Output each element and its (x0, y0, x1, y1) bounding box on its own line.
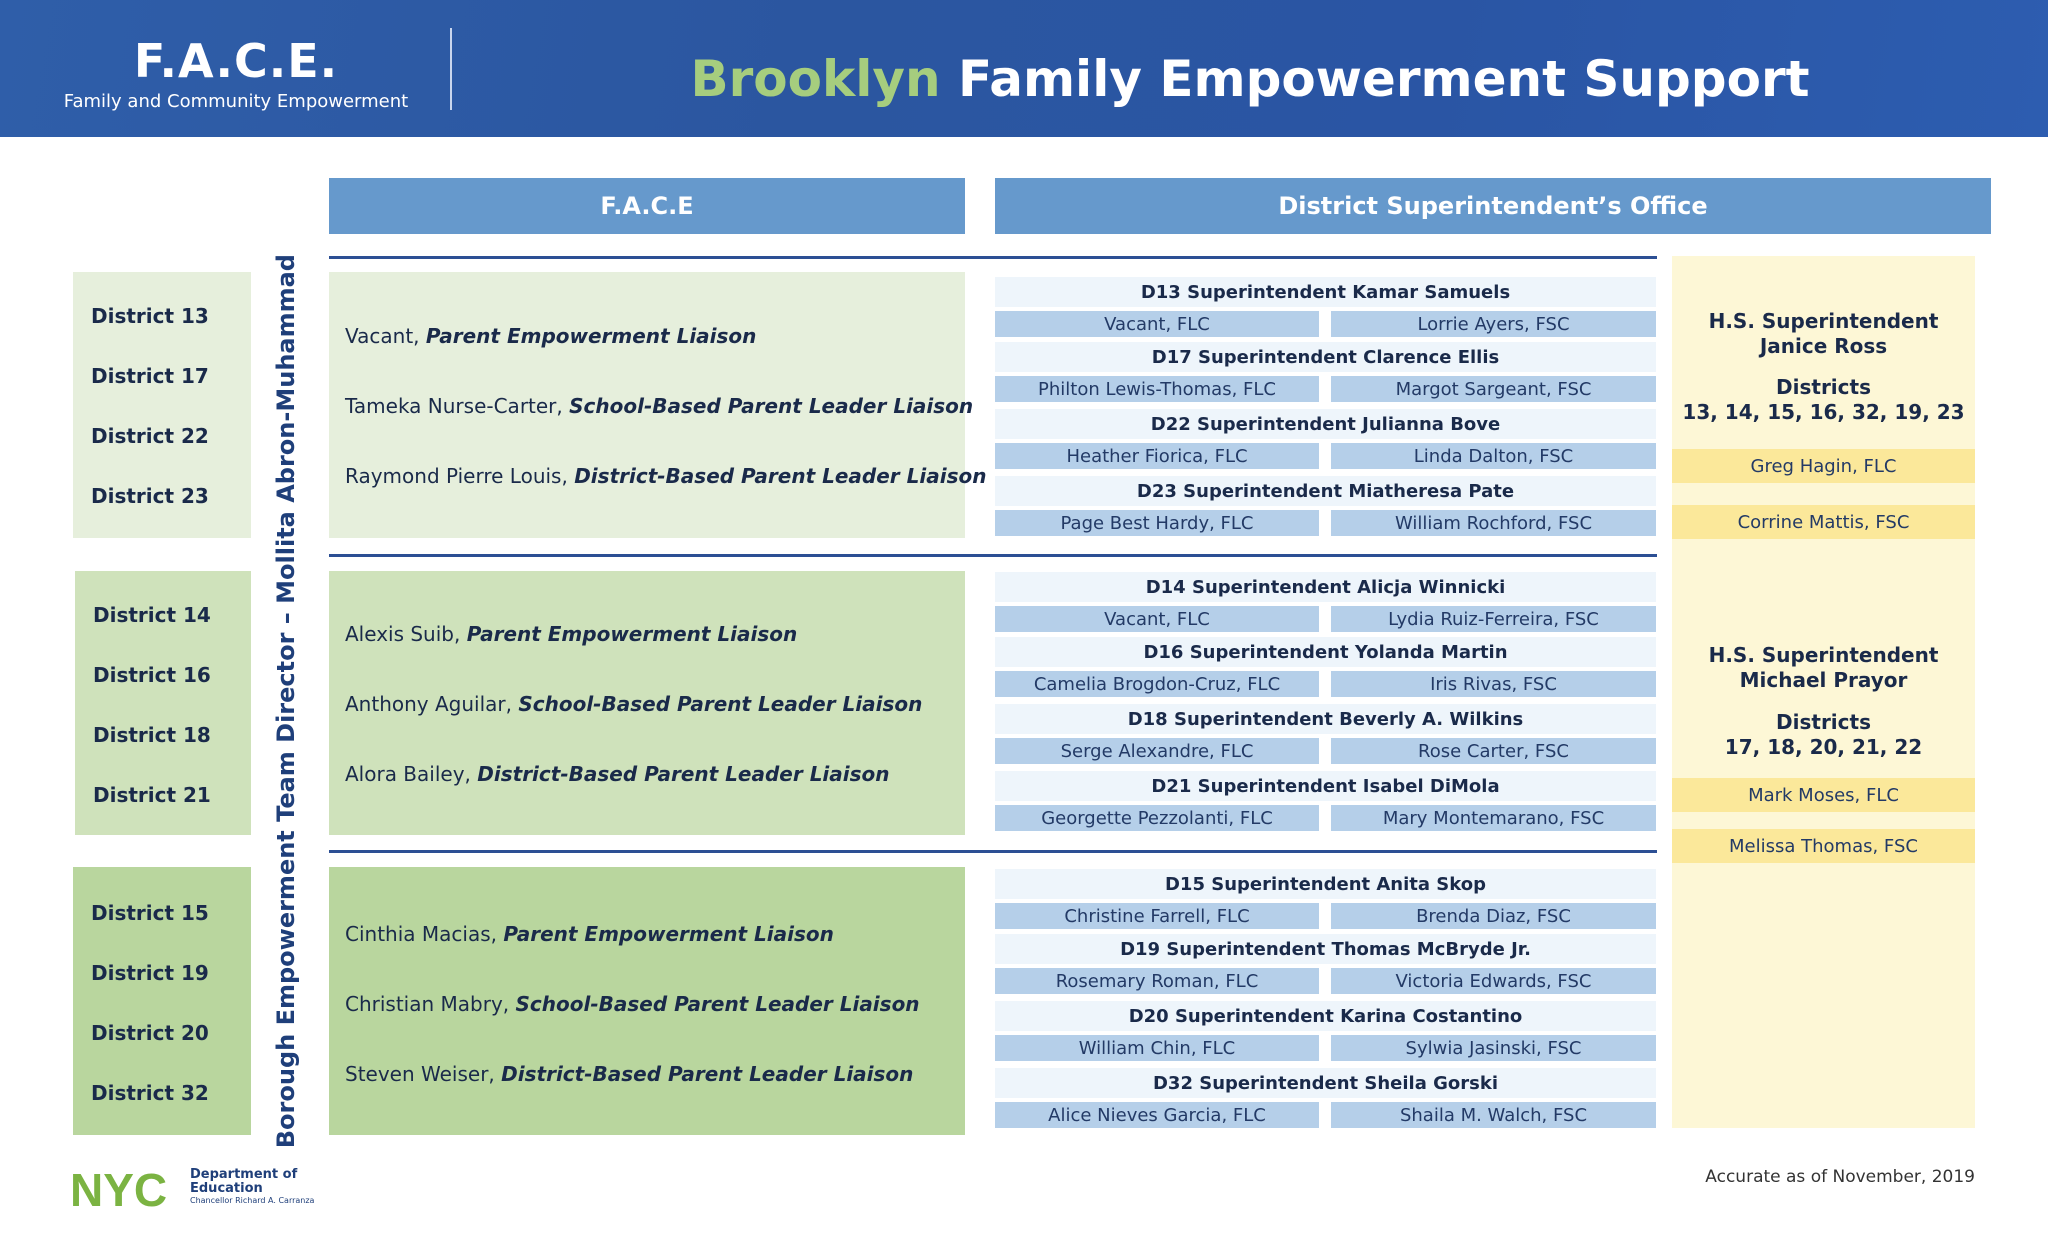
liaison-role: Parent Empowerment Liaison (503, 922, 834, 946)
fsc-cell: Brenda Diaz, FSC (1331, 903, 1656, 929)
liaison-role: District-Based Parent Leader Liaison (501, 1062, 914, 1086)
district-label: District 19 (91, 961, 209, 985)
flc-cell: Philton Lewis-Thomas, FLC (995, 376, 1319, 402)
liaison-name: Steven Weiser, (345, 1062, 502, 1086)
brand-subtitle: Family and Community Empowerment (63, 91, 409, 112)
fsc-cell: Lorrie Ayers, FSC (1331, 311, 1656, 337)
header-divider (450, 28, 452, 110)
column-header-face: F.A.C.E (329, 178, 965, 234)
director-label (268, 253, 304, 1149)
superintendent-row: D21 Superintendent Isabel DiMola (995, 771, 1656, 801)
hs-fsc-strip: Melissa Thomas, FSC (1672, 829, 1975, 863)
fsc-cell: Iris Rivas, FSC (1331, 671, 1656, 697)
flc-cell: Alice Nieves Garcia, FLC (995, 1102, 1319, 1128)
fsc-cell: Sylwia Jasinski, FSC (1331, 1035, 1656, 1061)
superintendent-row: D20 Superintendent Karina Costantino (995, 1001, 1656, 1031)
liaison-name: Alora Bailey, (345, 762, 478, 786)
hs-title: H.S. Superintendent (1708, 309, 1939, 333)
liaison-entry (345, 464, 986, 488)
fsc-cell: Lydia Ruiz-Ferreira, FSC (1331, 606, 1656, 632)
flc-cell: Vacant, FLC (995, 606, 1319, 632)
brand-title: F.A.C.E. (133, 34, 339, 88)
liaison-role: School-Based Parent Leader Liaison (515, 992, 920, 1016)
liaison-group-1 (329, 272, 987, 538)
liaison-entry (345, 324, 756, 348)
liaison-entry (345, 622, 797, 646)
liaison-group-2 (329, 571, 965, 835)
district-label: District 13 (91, 304, 209, 328)
district-group-2 (75, 571, 251, 835)
page-title-rest: Family Empowerment Support (957, 50, 1810, 108)
district-label: District 18 (93, 723, 211, 747)
hs-districts-label: Districts (1776, 375, 1871, 399)
hs-name: Michael Prayor (1739, 668, 1908, 692)
liaison-role: School-Based Parent Leader Liaison (518, 692, 923, 716)
hs-flc-strip: Greg Hagin, FLC (1672, 449, 1975, 483)
district-group-3 (73, 867, 251, 1135)
liaison-role: School-Based Parent Leader Liaison (569, 394, 974, 418)
district-label: District 22 (91, 424, 209, 448)
fsc-cell: Mary Montemarano, FSC (1331, 805, 1656, 831)
hs-districts-1 (1672, 375, 1975, 425)
liaison-entry (345, 394, 973, 418)
superintendent-row: D16 Superintendent Yolanda Martin (995, 637, 1656, 667)
accuracy-note: Accurate as of November, 2019 (1705, 1167, 1975, 1187)
superintendent-row: D19 Superintendent Thomas McBryde Jr. (995, 934, 1656, 964)
district-label: District 17 (91, 364, 209, 388)
fsc-cell: Rose Carter, FSC (1331, 738, 1656, 764)
flc-cell: Rosemary Roman, FLC (995, 968, 1319, 994)
superintendent-row: D22 Superintendent Julianna Bove (995, 409, 1656, 439)
district-label: District 16 (93, 663, 211, 687)
group-divider-line (329, 850, 1657, 853)
superintendent-row: D14 Superintendent Alicja Winnicki (995, 572, 1656, 602)
liaison-name: Anthony Aguilar, (345, 692, 519, 716)
page-title-accent: Brooklyn (690, 50, 941, 108)
fsc-cell: William Rochford, FSC (1331, 510, 1656, 536)
hs-name: Janice Ross (1759, 334, 1888, 358)
liaison-role: District-Based Parent Leader Liaison (477, 762, 890, 786)
page-title (600, 50, 1900, 108)
liaison-name: Vacant, (345, 324, 426, 348)
nyc-logo (70, 1168, 186, 1210)
district-label: District 20 (91, 1021, 209, 1045)
flc-cell: Christine Farrell, FLC (995, 903, 1319, 929)
director-label-text: Borough Empowerment Team Director – Mollita Abron-Muhammad (272, 253, 300, 1149)
fsc-cell: Shaila M. Walch, FSC (1331, 1102, 1656, 1128)
superintendent-row: D17 Superintendent Clarence Ellis (995, 342, 1656, 372)
liaison-entry (345, 992, 920, 1016)
liaison-name: Christian Mabry, (345, 992, 516, 1016)
column-header-district-office: District Superintendent’s Office (995, 178, 1991, 234)
liaison-group-3 (329, 867, 965, 1135)
flc-cell: Page Best Hardy, FLC (995, 510, 1319, 536)
hs-districts-list: 13, 14, 15, 16, 32, 19, 23 (1682, 400, 1965, 424)
doe-wordmark (190, 1168, 340, 1206)
district-label: District 15 (91, 901, 209, 925)
hs-districts-list: 17, 18, 20, 21, 22 (1724, 735, 1923, 759)
liaison-role: District-Based Parent Leader Liaison (574, 464, 987, 488)
superintendent-row: D18 Superintendent Beverly A. Wilkins (995, 704, 1656, 734)
district-group-1 (73, 272, 251, 538)
liaison-role: Parent Empowerment Liaison (466, 622, 798, 646)
superintendent-row: D23 Superintendent Miatheresa Pate (995, 476, 1656, 506)
liaison-entry (345, 762, 890, 786)
superintendent-row: D32 Superintendent Sheila Gorski (995, 1068, 1656, 1098)
group-divider-line (329, 554, 1657, 557)
flc-cell: Camelia Brogdon-Cruz, FLC (995, 671, 1319, 697)
hs-superintendent-2 (1672, 643, 1975, 693)
liaison-name: Cinthia Macias, (345, 922, 504, 946)
fsc-cell: Margot Sargeant, FSC (1331, 376, 1656, 402)
fsc-cell: Linda Dalton, FSC (1331, 443, 1656, 469)
liaison-entry (345, 1062, 913, 1086)
doe-name: Department of Education (190, 1167, 298, 1196)
liaison-entry (345, 922, 834, 946)
chancellor-name: Chancellor Richard A. Carranza (190, 1196, 315, 1205)
liaison-entry (345, 692, 922, 716)
hs-flc-strip: Mark Moses, FLC (1672, 778, 1975, 812)
district-label: District 32 (91, 1081, 209, 1105)
superintendent-row: D13 Superintendent Kamar Samuels (995, 277, 1656, 307)
district-label: District 23 (91, 484, 209, 508)
district-label: District 14 (93, 603, 211, 627)
group-divider-line (329, 256, 1657, 259)
flc-cell: Vacant, FLC (995, 311, 1319, 337)
liaison-name: Alexis Suib, (345, 622, 467, 646)
liaison-name: Tameka Nurse-Carter, (345, 394, 570, 418)
district-label: District 21 (93, 783, 211, 807)
hs-districts-2 (1672, 710, 1975, 760)
flc-cell: William Chin, FLC (995, 1035, 1319, 1061)
flc-cell: Heather Fiorica, FLC (995, 443, 1319, 469)
hs-districts-label: Districts (1776, 710, 1871, 734)
liaison-role: Parent Empowerment Liaison (425, 324, 757, 348)
fsc-cell: Victoria Edwards, FSC (1331, 968, 1656, 994)
nyc-logo-text: NYC (70, 1168, 168, 1210)
hs-superintendent-1 (1672, 309, 1975, 359)
hs-title: H.S. Superintendent (1708, 643, 1939, 667)
hs-fsc-strip: Corrine Mattis, FSC (1672, 505, 1975, 539)
flc-cell: Georgette Pezzolanti, FLC (995, 805, 1319, 831)
superintendent-row: D15 Superintendent Anita Skop (995, 869, 1656, 899)
flc-cell: Serge Alexandre, FLC (995, 738, 1319, 764)
liaison-name: Raymond Pierre Louis, (345, 464, 575, 488)
